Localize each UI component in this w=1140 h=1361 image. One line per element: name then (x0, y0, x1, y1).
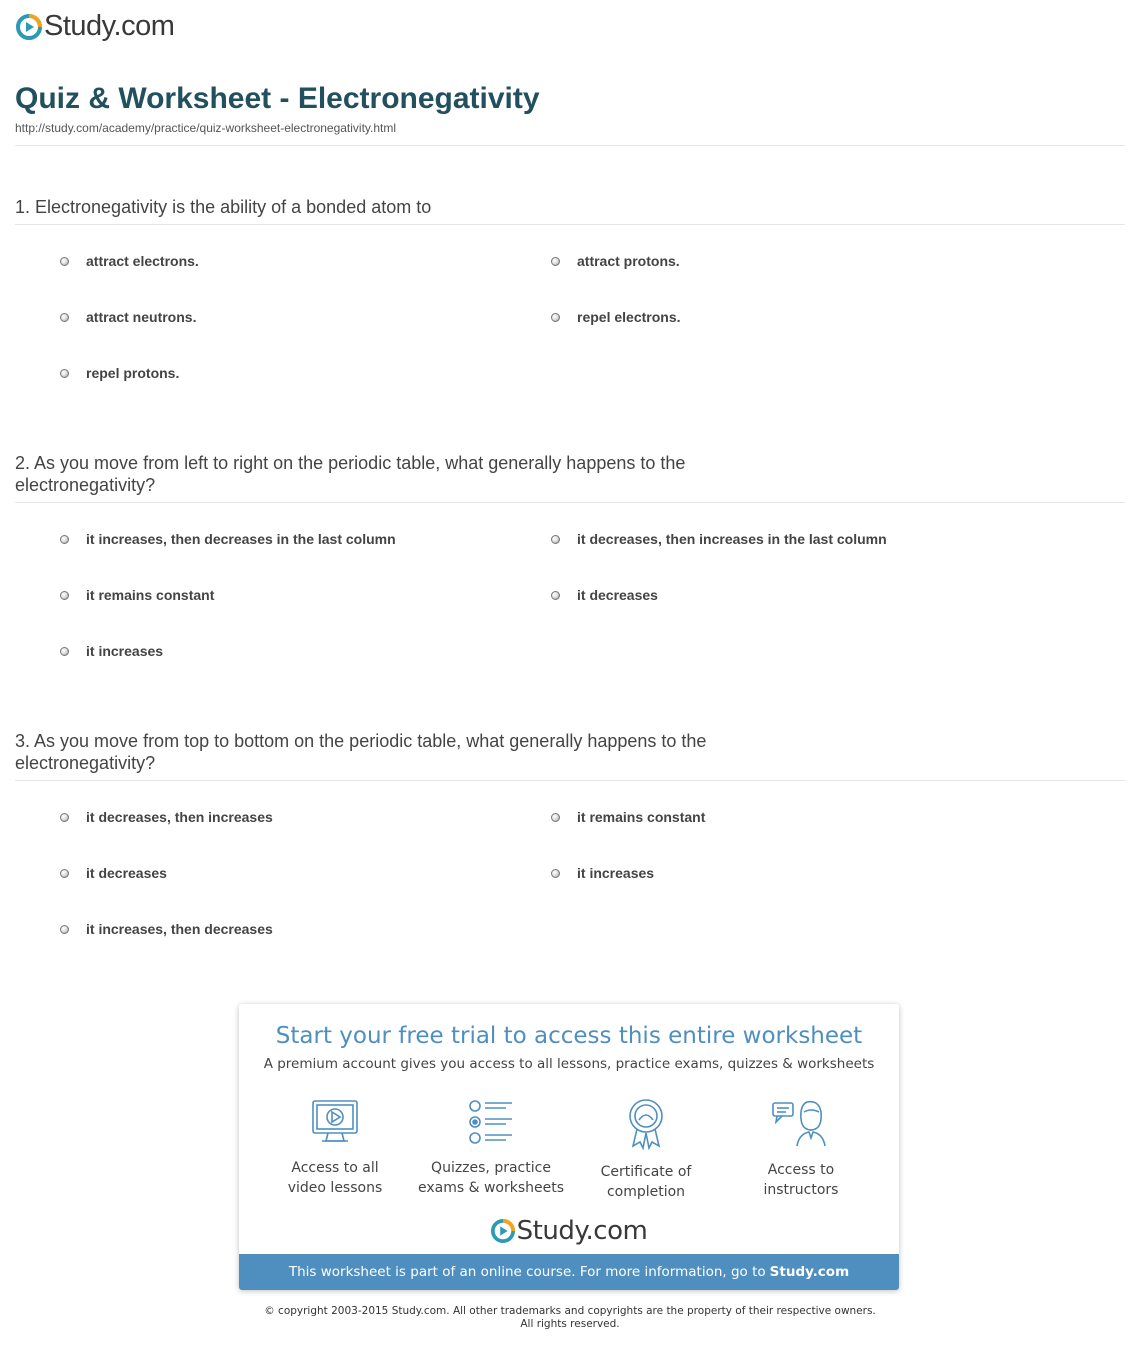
answer-label: repel electrons. (577, 309, 681, 325)
answer-label: it decreases (577, 587, 658, 603)
answer-option[interactable] (60, 643, 163, 659)
feature-label-line: completion (606, 1184, 686, 1200)
quiz-list-icon (466, 1098, 516, 1146)
answer-label: attract protons. (577, 253, 680, 269)
answer-label: it decreases, then increases in the last column (577, 531, 887, 547)
instructor-icon (771, 1098, 831, 1148)
feature-label-line: video lessons (287, 1180, 383, 1196)
answer-label: repel protons. (86, 365, 180, 381)
answer-list (15, 781, 1125, 981)
answer-label: attract electrons. (86, 253, 199, 269)
study-logo[interactable] (16, 10, 174, 43)
radio-button[interactable] (551, 591, 560, 600)
radio-button[interactable] (60, 869, 69, 878)
answer-label: it decreases, then increases (86, 809, 273, 825)
free-trial-promo (239, 1004, 899, 1290)
radio-button[interactable] (551, 257, 560, 266)
answer-label: it decreases (86, 865, 167, 881)
answer-option[interactable] (551, 253, 680, 269)
answer-option[interactable] (60, 309, 196, 325)
divider (15, 145, 1125, 146)
answer-option[interactable] (60, 365, 179, 381)
feature-label-line: instructors (763, 1182, 839, 1198)
radio-button[interactable] (551, 869, 560, 878)
logo-wordmark: Study.com (44, 10, 175, 42)
answer-option[interactable] (60, 865, 167, 881)
radio-button[interactable] (551, 535, 560, 544)
radio-button[interactable] (551, 813, 560, 822)
answer-label: it increases, then decreases (86, 921, 273, 937)
question-text: 2. As you move from left to right on the periodic table, what generally happens to the electronegativity? (15, 452, 1125, 503)
page-title: Quiz & Worksheet - Electronegativity (15, 82, 540, 115)
copyright-footer (0, 1305, 1140, 1331)
feature-label-line: Access to all (291, 1160, 379, 1176)
answer-label: it remains constant (86, 587, 215, 603)
promo-title[interactable]: Start your free trial to access this entire worksheet (275, 1023, 863, 1049)
radio-button[interactable] (60, 369, 69, 378)
answer-option[interactable] (60, 809, 273, 825)
answer-list (15, 225, 1125, 425)
play-logo-icon (491, 1219, 515, 1243)
logo-wordmark: Study.com (516, 1216, 648, 1246)
question-3 (15, 730, 1125, 981)
radio-button[interactable] (60, 535, 69, 544)
promo-study-logo[interactable] (239, 1216, 899, 1246)
answer-label: attract neutrons. (86, 309, 197, 325)
feature-quizzes (416, 1098, 566, 1198)
answer-label: it increases, then decreases in the last column (86, 531, 396, 547)
question-text: 3. As you move from top to bottom on the periodic table, what generally happens to the electronegativity? (15, 730, 1125, 781)
feature-instructors (726, 1098, 876, 1200)
promo-subtitle: A premium account gives you access to all lessons, practice exams, quizzes & worksheets (263, 1056, 875, 1072)
answer-option[interactable] (60, 253, 199, 269)
radio-button[interactable] (60, 647, 69, 656)
answer-option[interactable] (551, 531, 887, 547)
feature-label-line: Access to (767, 1162, 835, 1178)
answer-option[interactable] (551, 587, 658, 603)
answer-option[interactable] (551, 309, 681, 325)
video-lesson-icon (310, 1098, 360, 1146)
feature-label-line: Certificate of (600, 1164, 692, 1180)
play-logo-icon (16, 14, 42, 40)
radio-button[interactable] (60, 313, 69, 322)
radio-button[interactable] (60, 591, 69, 600)
radio-button[interactable] (551, 313, 560, 322)
page-url: http://study.com/academy/practice/quiz-worksheet-electronegativity.html (15, 121, 397, 135)
radio-button[interactable] (60, 925, 69, 934)
answer-option[interactable] (60, 587, 214, 603)
feature-label-line: exams & worksheets (417, 1180, 565, 1196)
feature-certificate (571, 1098, 721, 1202)
answer-list (15, 503, 1125, 703)
answer-option[interactable] (551, 865, 654, 881)
answer-label: it remains constant (577, 809, 706, 825)
answer-option[interactable] (60, 531, 396, 547)
promo-banner (239, 1254, 899, 1290)
copyright-line: All rights reserved. (520, 1318, 620, 1330)
banner-text: This worksheet is part of an online course. For more information, go to (288, 1264, 766, 1280)
answer-option[interactable] (60, 921, 273, 937)
question-2 (15, 452, 1125, 703)
question-1 (15, 196, 1125, 425)
answer-label: it increases (86, 643, 164, 659)
radio-button[interactable] (60, 813, 69, 822)
certificate-icon (621, 1098, 671, 1150)
radio-button[interactable] (60, 257, 69, 266)
study-link[interactable]: Study.com (769, 1264, 850, 1280)
answer-label: it increases (577, 865, 655, 881)
feature-label-line: Quizzes, practice (431, 1160, 551, 1176)
copyright-line: © copyright 2003-2015 Study.com. All other trademarks and copyrights are the property of their respective owners. (264, 1305, 876, 1317)
feature-video-lessons (260, 1098, 410, 1198)
answer-option[interactable] (551, 809, 705, 825)
question-text: 1. Electronegativity is the ability of a bonded atom to (15, 196, 1125, 225)
